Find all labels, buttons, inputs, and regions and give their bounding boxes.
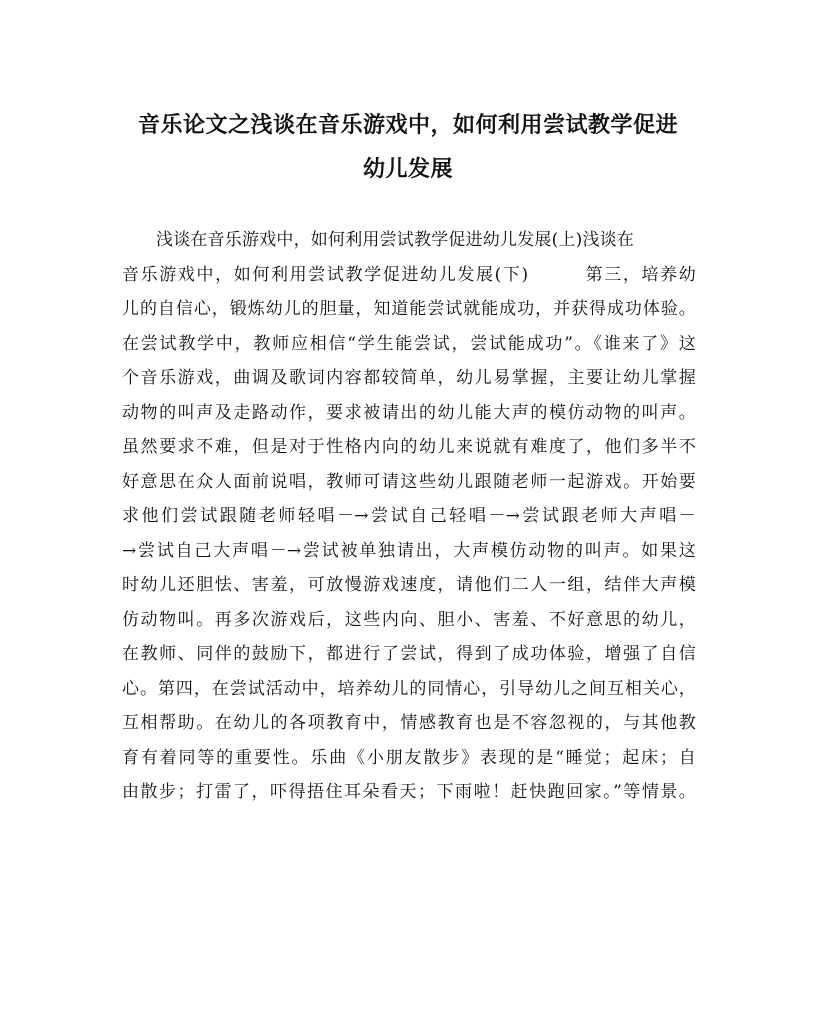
body-line-9: 求他们尝试跟随老师轻唱－→尝试自己轻唱－→尝试跟老师大声唱－	[122, 506, 696, 526]
body-line-1: 浅谈在音乐游戏中，如何利用尝试教学促进幼儿发展(上)浅谈在	[156, 230, 635, 250]
body-line-4: 在尝试教学中，教师应相信“学生能尝试，尝试能成功”。《谁来了》这	[122, 333, 696, 354]
body-line-17: 由散步；打雷了，吓得捂住耳朵看天；下雨啦！赶快跑回家。”等情景。	[122, 782, 696, 802]
body-line-16: 育有着同等的重要性。乐曲《小朋友散步》表现的是“睡觉；起床；自	[122, 747, 696, 768]
body-line-7: 虽然要求不难，但是对于性格内向的幼儿来说就有难度了，他们多半不	[122, 437, 696, 457]
body-paragraph	[122, 223, 696, 810]
title-line-2: 幼儿发展	[362, 156, 453, 182]
document-title	[104, 103, 712, 191]
body-line-8: 好意思在众人面前说唱，教师可请这些幼儿跟随老师一起游戏。开始要	[122, 471, 696, 492]
body-line-12: 仿动物叫。再多次游戏后，这些内向、胆小、害羞、不好意思的幼儿，	[122, 609, 696, 630]
body-line-3: 儿的自信心，锻炼幼儿的胆量，知道能尝试就能成功，并获得成功体验。	[122, 299, 696, 319]
title-line-1: 音乐论文之浅谈在音乐游戏中，如何利用尝试教学促进	[137, 112, 678, 138]
body-line-11: 时幼儿还胆怯、害羞，可放慢游戏速度，请他们二人一组，结伴大声模	[122, 575, 696, 595]
body-line-14: 心。第四，在尝试活动中，培养幼儿的同情心，引导幼儿之间互相关心，	[122, 678, 696, 699]
body-line-6: 动物的叫声及走路动作，要求被请出的幼儿能大声的模仿动物的叫声。	[122, 402, 696, 423]
body-line-10: →尝试自己大声唱－→尝试被单独请出，大声模仿动物的叫声。如果这	[122, 540, 696, 561]
body-line-5: 个音乐游戏，曲调及歌词内容都较简单，幼儿易掌握，主要让幼儿掌握	[122, 368, 696, 388]
body-line-13: 在教师、同伴的鼓励下，都进行了尝试，得到了成功体验，增强了自信	[122, 644, 696, 664]
body-line-15: 互相帮助。在幼儿的各项教育中，情感教育也是不容忽视的，与其他教	[122, 713, 696, 733]
body-line-2: 音乐游戏中，如何利用尝试教学促进幼儿发展(下) 第三，培养幼	[122, 264, 696, 285]
